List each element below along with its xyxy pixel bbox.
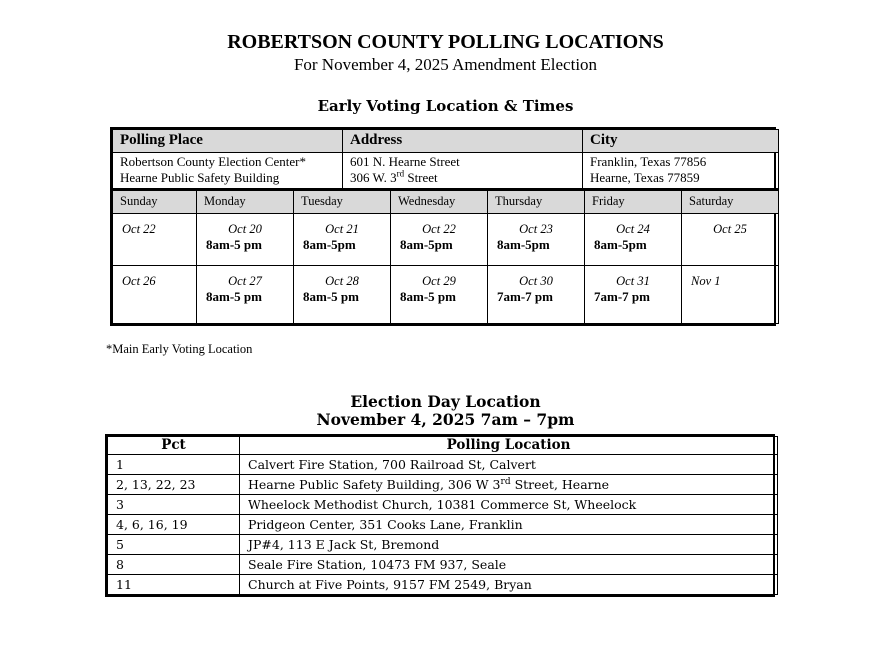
schedule-date: Oct 21 bbox=[325, 222, 359, 236]
day-header-tuesday: Tuesday bbox=[294, 190, 391, 214]
schedule-cell bbox=[391, 214, 488, 266]
page-title: ROBERTSON COUNTY POLLING LOCATIONS bbox=[227, 31, 664, 53]
schedule-week-2-row bbox=[113, 266, 779, 324]
schedule-cell bbox=[197, 214, 294, 266]
pct-cell: 8 bbox=[108, 555, 240, 575]
schedule-cell bbox=[585, 214, 682, 266]
schedule-date: Oct 26 bbox=[122, 274, 156, 288]
day-header-monday: Monday bbox=[197, 190, 294, 214]
day-header-wednesday: Wednesday bbox=[391, 190, 488, 214]
day-header-saturday: Saturday bbox=[682, 190, 779, 214]
table-row bbox=[108, 475, 778, 495]
schedule-cell bbox=[294, 266, 391, 324]
day-header-sunday: Sunday bbox=[113, 190, 197, 214]
address-column-header: Address bbox=[343, 130, 583, 153]
schedule-date: Nov 1 bbox=[691, 274, 721, 288]
address-line-2 bbox=[350, 170, 575, 186]
schedule-day-header-row bbox=[113, 190, 779, 214]
table-row bbox=[108, 575, 778, 595]
page-subtitle: For November 4, 2025 Amendment Election bbox=[293, 55, 598, 74]
table-row bbox=[108, 555, 778, 575]
pct-cell: 5 bbox=[108, 535, 240, 555]
pct-column-header: Pct bbox=[108, 437, 240, 455]
schedule-cell bbox=[682, 266, 779, 324]
early-voting-heading: Early Voting Location & Times bbox=[317, 97, 574, 115]
polling-place-cell bbox=[113, 153, 343, 189]
schedule-date: Oct 20 bbox=[228, 222, 262, 236]
main-location-footnote: *Main Early Voting Location bbox=[106, 342, 253, 356]
schedule-date: Oct 29 bbox=[422, 274, 456, 288]
schedule-hours: 8am-5pm bbox=[497, 237, 550, 252]
polling-place-line-1: Robertson County Election Center* bbox=[120, 154, 306, 169]
election-day-heading-block bbox=[0, 393, 891, 429]
polling-location-column-header: Polling Location bbox=[240, 437, 778, 455]
pct-cell: 1 bbox=[108, 455, 240, 475]
election-day-subheading: November 4, 2025 7am – 7pm bbox=[316, 410, 575, 429]
city-line-1: Franklin, Texas 77856 bbox=[590, 154, 707, 169]
schedule-date: Oct 23 bbox=[519, 222, 553, 236]
schedule-date: Oct 30 bbox=[519, 274, 553, 288]
election-table-header-row bbox=[108, 437, 778, 455]
early-voting-location-table bbox=[112, 129, 779, 189]
day-header-friday: Friday bbox=[585, 190, 682, 214]
schedule-hours: 7am-7 pm bbox=[594, 289, 650, 304]
day-header-thursday: Thursday bbox=[488, 190, 585, 214]
schedule-week-1-row bbox=[113, 214, 779, 266]
location-text: Hearne Public Safety Building, 306 W 3 bbox=[248, 476, 501, 492]
table-row bbox=[108, 455, 778, 475]
schedule-hours: 8am-5 pm bbox=[206, 289, 262, 304]
location-cell: Wheelock Methodist Church, 10381 Commerce St, Wheelock bbox=[240, 495, 778, 515]
schedule-hours: 8am-5 pm bbox=[206, 237, 262, 252]
polling-place-column-header: Polling Place bbox=[113, 130, 343, 153]
schedule-hours: 8am-5 pm bbox=[303, 289, 359, 304]
election-day-heading: Election Day Location bbox=[350, 392, 541, 411]
schedule-date: Oct 24 bbox=[616, 222, 650, 236]
location-ordinal-suffix: rd bbox=[500, 476, 511, 487]
schedule-hours: 8am-5 pm bbox=[400, 289, 456, 304]
pct-cell: 3 bbox=[108, 495, 240, 515]
schedule-date: Oct 22 bbox=[422, 222, 456, 236]
schedule-cell bbox=[294, 214, 391, 266]
schedule-cell bbox=[113, 266, 197, 324]
location-cell bbox=[240, 475, 778, 495]
address-line-1: 601 N. Hearne Street bbox=[350, 154, 460, 169]
schedule-date: Oct 31 bbox=[616, 274, 650, 288]
location-table-header-row bbox=[113, 130, 779, 153]
schedule-cell bbox=[682, 214, 779, 266]
address-line-2-text: 306 W. 3 bbox=[350, 170, 397, 185]
schedule-date: Oct 27 bbox=[228, 274, 262, 288]
schedule-hours: 8am-5pm bbox=[400, 237, 453, 252]
address-ordinal-suffix: rd bbox=[396, 168, 405, 179]
table-row bbox=[108, 495, 778, 515]
location-cell: JP#4, 113 E Jack St, Bremond bbox=[240, 535, 778, 555]
schedule-hours: 7am-7 pm bbox=[497, 289, 553, 304]
schedule-date: Oct 22 bbox=[122, 222, 156, 236]
city-line-2: Hearne, Texas 77859 bbox=[590, 170, 700, 185]
table-row bbox=[108, 515, 778, 535]
location-cell: Pridgeon Center, 351 Cooks Lane, Franklin bbox=[240, 515, 778, 535]
schedule-hours: 8am-5pm bbox=[594, 237, 647, 252]
location-cell: Church at Five Points, 9157 FM 2549, Bryan bbox=[240, 575, 778, 595]
pct-cell: 2, 13, 22, 23 bbox=[108, 475, 240, 495]
election-day-table bbox=[107, 436, 778, 595]
schedule-cell bbox=[585, 266, 682, 324]
city-column-header: City bbox=[583, 130, 779, 153]
schedule-cell bbox=[488, 266, 585, 324]
schedule-cell bbox=[488, 214, 585, 266]
address-line-2-text-end: Street bbox=[404, 170, 438, 185]
election-day-table-wrap bbox=[105, 434, 775, 597]
schedule-date: Oct 25 bbox=[713, 222, 747, 236]
schedule-date: Oct 28 bbox=[325, 274, 359, 288]
address-cell bbox=[343, 153, 583, 189]
pct-cell: 4, 6, 16, 19 bbox=[108, 515, 240, 535]
schedule-hours: 8am-5pm bbox=[303, 237, 356, 252]
location-table-data-row bbox=[113, 153, 779, 189]
schedule-cell bbox=[197, 266, 294, 324]
table-row bbox=[108, 535, 778, 555]
schedule-cell bbox=[113, 214, 197, 266]
schedule-cell bbox=[391, 266, 488, 324]
polling-place-line-2: Hearne Public Safety Building bbox=[120, 170, 280, 185]
location-cell: Seale Fire Station, 10473 FM 937, Seale bbox=[240, 555, 778, 575]
pct-cell: 11 bbox=[108, 575, 240, 595]
city-cell bbox=[583, 153, 779, 189]
location-cell: Calvert Fire Station, 700 Railroad St, Calvert bbox=[240, 455, 778, 475]
early-voting-tables bbox=[110, 127, 776, 326]
location-text-end: Street, Hearne bbox=[510, 476, 610, 492]
early-voting-schedule-table bbox=[112, 189, 779, 324]
